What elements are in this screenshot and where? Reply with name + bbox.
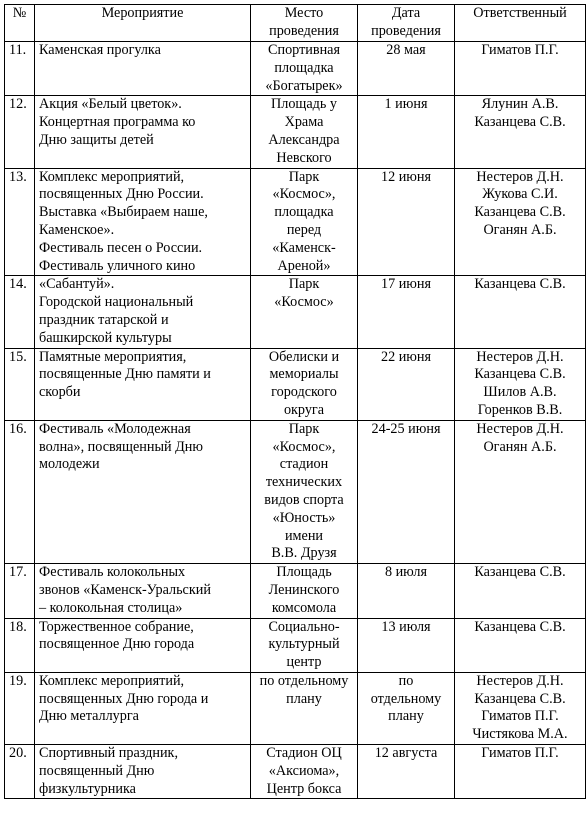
event-cell-line: Фестиваль «Молодежная: [39, 420, 191, 437]
event-cell-line: «Сабантуй».: [39, 276, 115, 293]
place-cell: [251, 672, 358, 744]
event-cell-line: посвященное Дню города: [39, 636, 195, 653]
date-cell-line: 17 июня: [380, 276, 432, 293]
header-place: Место проведения: [251, 5, 358, 42]
table-row: [5, 672, 586, 744]
table-row: [5, 42, 586, 96]
responsible-cell-line: Оганян А.Б.: [483, 438, 557, 455]
responsible-cell-line: Нестеров Д.Н.: [476, 672, 564, 689]
responsible-cell-line: Нестеров Д.Н.: [476, 168, 564, 185]
date-cell-line: 13 июля: [381, 618, 431, 635]
header-date: Дата проведения: [358, 5, 455, 42]
event-cell-line: посвященный Дню: [39, 762, 155, 779]
place-cell-line: «Космос»,: [272, 186, 336, 203]
table-row: [5, 96, 586, 168]
date-cell: [358, 168, 455, 276]
table-row: [5, 420, 586, 563]
event-cell-line: звонов «Каменск-Уральский: [39, 581, 211, 598]
event-cell-line: Комплекс мероприятий,: [39, 672, 185, 689]
place-cell-line: Центр бокса: [266, 780, 342, 797]
place-cell-line: плану: [286, 690, 322, 707]
row-number: 17.: [5, 564, 35, 618]
event-cell-line: Городской национальный: [39, 294, 194, 311]
place-cell-line: культурный: [268, 636, 340, 653]
event-cell-line: Торжественное собрание,: [39, 618, 194, 635]
date-cell-line: 1 июня: [384, 96, 428, 113]
date-cell-line: 8 июля: [384, 564, 428, 581]
row-number: 12.: [5, 96, 35, 168]
event-cell-line: Фестиваль колокольных: [39, 564, 186, 581]
place-cell-line: Невского: [276, 149, 332, 166]
place-cell-line: имени: [284, 527, 324, 544]
place-cell-line: городского: [271, 384, 337, 401]
event-cell-line: – колокольная столица»: [39, 599, 183, 616]
place-cell: [251, 96, 358, 168]
place-cell-line: округа: [283, 401, 325, 418]
responsible-cell-line: Казанцева С.В.: [474, 204, 566, 221]
place-cell-line: технических: [265, 474, 343, 491]
event-cell-line: Спортивный праздник,: [39, 745, 178, 762]
place-cell-line: «Каменск-: [272, 239, 336, 256]
event-cell-line: Дню металлурга: [39, 708, 139, 725]
event-cell-line: Комплекс мероприятий,: [39, 168, 185, 185]
date-cell: [358, 672, 455, 744]
responsible-cell-line: Казанцева С.В.: [474, 276, 566, 293]
responsible-cell-line: Ялунин А.В.: [481, 96, 559, 113]
responsible-cell-line: Шилов А.В.: [483, 384, 557, 401]
place-cell-line: Ареной»: [277, 257, 331, 274]
responsible-cell-line: Гиматов П.Г.: [481, 708, 559, 725]
event-cell-line: Фестиваль уличного кино: [39, 257, 196, 274]
event-cell: [35, 96, 251, 168]
row-number: 14.: [5, 276, 35, 348]
event-cell-line: Дню защиты детей: [39, 131, 154, 148]
event-cell-line: башкирской культуры: [39, 329, 172, 346]
table-row: [5, 276, 586, 348]
event-cell-line: скорби: [39, 384, 81, 401]
date-cell-line: 24-25 июня: [371, 420, 441, 437]
event-cell: [35, 564, 251, 618]
event-cell-line: молодежи: [39, 456, 100, 473]
place-cell-line: «Космос»: [274, 294, 334, 311]
place-cell-line: Парк: [288, 420, 320, 437]
place-cell-line: площадка: [274, 204, 334, 221]
responsible-cell-line: Гиматов П.Г.: [481, 42, 559, 58]
row-number: 16.: [5, 420, 35, 563]
place-cell: [251, 564, 358, 618]
place-cell-line: Спортивная: [268, 42, 340, 58]
place-cell-line: «Космос»,: [272, 438, 336, 455]
date-cell: [358, 348, 455, 420]
event-cell: [35, 420, 251, 563]
event-cell-line: Памятные мероприятия,: [39, 348, 187, 365]
event-cell: [35, 672, 251, 744]
place-cell-line: В.В. Друзя: [271, 545, 337, 562]
event-cell-line: посвященных Дню России.: [39, 186, 204, 203]
place-cell-line: Площадь у: [271, 96, 337, 113]
responsible-cell-line: Казанцева С.В.: [474, 618, 566, 635]
event-cell: [35, 745, 251, 799]
place-cell-line: Площадь: [276, 564, 332, 581]
event-cell-line: физкультурника: [39, 780, 136, 797]
event-cell-line: волна», посвященный Дню: [39, 438, 203, 455]
date-cell-line: 12 июня: [380, 168, 432, 185]
event-cell-line: Каменская прогулка: [39, 42, 161, 58]
date-cell-line: отдельному: [370, 690, 442, 707]
responsible-cell-line: Казанцева С.В.: [474, 564, 566, 581]
responsible-cell-line: Казанцева С.В.: [474, 690, 566, 707]
row-number: 20.: [5, 745, 35, 799]
place-cell-line: стадион: [279, 456, 329, 473]
place-cell-line: Александра: [268, 131, 340, 148]
responsible-cell-line: Оганян А.Б.: [483, 221, 557, 238]
responsible-cell: [455, 276, 586, 348]
event-cell: [35, 168, 251, 276]
header-num: №: [5, 5, 35, 42]
place-cell-line: Храма: [284, 114, 324, 131]
responsible-cell: [455, 348, 586, 420]
events-table: [4, 4, 586, 799]
responsible-cell: [455, 96, 586, 168]
responsible-cell: [455, 420, 586, 563]
event-cell-line: Акция «Белый цветок».: [39, 96, 182, 113]
place-cell-line: Ленинского: [268, 581, 340, 598]
responsible-cell: [455, 42, 586, 96]
date-cell: [358, 618, 455, 672]
row-number: 19.: [5, 672, 35, 744]
date-cell: [358, 42, 455, 96]
place-cell-line: видов спорта: [264, 491, 344, 508]
date-cell: [358, 420, 455, 563]
row-number: 11.: [5, 42, 35, 96]
date-cell-line: 28 мая: [386, 42, 426, 58]
place-cell-line: перед: [286, 221, 322, 238]
table-row: [5, 348, 586, 420]
date-cell: [358, 745, 455, 799]
table-header-row: [5, 5, 586, 42]
responsible-cell-line: Горенков В.В.: [477, 401, 563, 418]
responsible-cell-line: Казанцева С.В.: [474, 366, 566, 383]
responsible-cell-line: Нестеров Д.Н.: [476, 348, 564, 365]
place-cell-line: Парк: [288, 276, 320, 293]
row-number: 15.: [5, 348, 35, 420]
table-body: [5, 42, 586, 799]
responsible-cell-line: Казанцева С.В.: [474, 114, 566, 131]
place-cell: [251, 618, 358, 672]
event-cell-line: Каменское».: [39, 221, 115, 238]
place-cell: [251, 420, 358, 563]
place-cell-line: Стадион ОЦ: [266, 745, 342, 762]
table-row: [5, 745, 586, 799]
place-cell-line: по отдельному: [259, 672, 349, 689]
responsible-cell: [455, 564, 586, 618]
place-cell-line: «Богатырек»: [265, 77, 343, 94]
place-cell-line: Парк: [288, 168, 320, 185]
date-cell-line: 12 августа: [374, 745, 438, 762]
date-cell-line: по: [398, 672, 414, 689]
date-cell: [358, 96, 455, 168]
place-cell-line: мемориалы: [269, 366, 339, 383]
event-cell-line: Концертная программа ко: [39, 114, 196, 131]
event-cell-line: посвященные Дню памяти и: [39, 366, 211, 383]
event-cell-line: посвященных Дню города и: [39, 690, 209, 707]
place-cell: [251, 745, 358, 799]
event-cell: [35, 276, 251, 348]
responsible-cell-line: Чистякова М.А.: [472, 726, 568, 743]
place-cell: [251, 276, 358, 348]
responsible-cell: [455, 618, 586, 672]
place-cell-line: «Аксиома»,: [268, 762, 340, 779]
place-cell-line: площадка: [274, 59, 334, 76]
responsible-cell-line: Нестеров Д.Н.: [476, 420, 564, 437]
responsible-cell: [455, 745, 586, 799]
event-cell: [35, 42, 251, 96]
event-cell: [35, 348, 251, 420]
responsible-cell: [455, 672, 586, 744]
event-cell-line: Фестиваль песен о России.: [39, 239, 203, 256]
event-cell: [35, 618, 251, 672]
date-cell-line: плану: [388, 708, 424, 725]
row-number: 13.: [5, 168, 35, 276]
place-cell: [251, 168, 358, 276]
place-cell: [251, 42, 358, 96]
place-cell: [251, 348, 358, 420]
header-event: Мероприятие: [35, 5, 251, 42]
place-cell-line: Обелиски и: [268, 348, 340, 365]
place-cell-line: комсомола: [271, 599, 337, 616]
table-row: [5, 168, 586, 276]
header-responsible: Ответственный: [455, 5, 586, 42]
responsible-cell-line: Жукова С.И.: [482, 186, 558, 203]
table-row: [5, 564, 586, 618]
responsible-cell: [455, 168, 586, 276]
date-cell: [358, 276, 455, 348]
place-cell-line: «Юность»: [272, 509, 336, 526]
row-number: 18.: [5, 618, 35, 672]
date-cell: [358, 564, 455, 618]
table-row: [5, 618, 586, 672]
event-cell-line: Выставка «Выбираем наше,: [39, 204, 208, 221]
place-cell-line: Социально-: [268, 618, 340, 635]
responsible-cell-line: Гиматов П.Г.: [481, 745, 559, 762]
date-cell-line: 22 июня: [380, 348, 432, 365]
event-cell-line: праздник татарской и: [39, 311, 169, 328]
place-cell-line: центр: [286, 654, 322, 671]
